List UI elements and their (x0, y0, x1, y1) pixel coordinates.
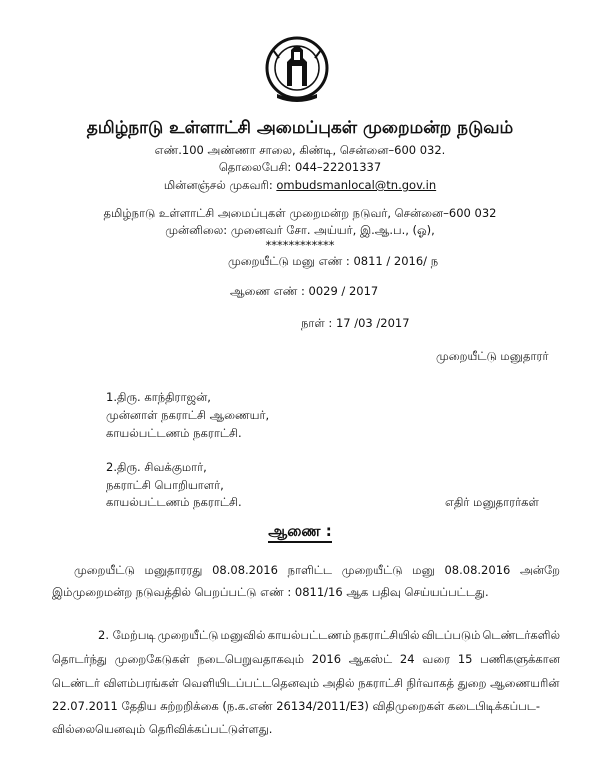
para2-line1: 2. மேற்படி முறையீட்டு மனுவில் காயல்பட்டணம் நகராட்சியில் விடப்படும் டெண்டர்களில் (98, 628, 560, 642)
office-email-line (0, 178, 600, 194)
respondent2-designation: நகராட்சி பொறியாளர், (106, 478, 224, 492)
petitioner-label: முறையீட்டு மனுதாரர் (436, 349, 549, 363)
para2-line3: டெண்டர் விளம்பரங்கள் வெளியிடப்பட்டதெனவும் அதில் நகராட்சி நிர்வாகத் துறை ஆணையரின் (52, 676, 560, 690)
court-title: தமிழ்நாடு உள்ளாட்சி அமைப்புகள் முறைமன்ற நடுவர், சென்னை–600 032 (103, 206, 497, 220)
respondent1-name: 1.திரு. காந்திராஜன், (106, 390, 211, 404)
para2-line4: 22.07.2011 தேதிய சுற்றறிக்கை (ந.க.எண் 26134/2011/E3) விதிமுறைகள் கடைபிடிக்கப்பட- (52, 699, 541, 713)
para1-line2: இம்முறைமன்ற நடுவத்தில் பெறப்பட்டு எண் : 0811/16 ஆக பதிவு செய்யப்பட்டது. (52, 585, 489, 599)
email-label: மின்னஞ்சல் முகவரி: (163, 178, 277, 192)
respondent1-office: காயல்பட்டணம் நகராட்சி. (106, 426, 242, 440)
para1-line1: முறையீட்டு மனுதாரரது 08.08.2016 நாளிட்ட முறையீட்டு மனு 08.08.2016 அன்றே (74, 563, 560, 577)
respondent2-office: காயல்பட்டணம் நகராட்சி. (106, 495, 242, 509)
order-number: ஆணை எண் : 0029 / 2017 (230, 284, 379, 298)
office-address: எண்.100 அண்ணா சாலை, கிண்டி, சென்னை–600 032. (154, 143, 446, 157)
para2-line5: வில்லையெனவும் தெரிவிக்கப்பட்டுள்ளது. (52, 722, 273, 736)
para2-line2: தொடர்ந்து முறைகேடுகள் நடைபெறுவதாகவும் 2016 ஆகஸ்ட் 24 வரை 15 பணிகளுக்கான (52, 652, 560, 666)
email-link[interactable]: ombudsmanlocal@tn.gov.in (276, 178, 437, 192)
court-presiding: முன்னிலை: முனைவர் சோ. அய்யர், இ.ஆ.ப., (ஓ), (165, 223, 435, 237)
order-heading: ஆணை : (0, 522, 600, 542)
order-date: நாள் : 17 /03 /2017 (301, 316, 410, 330)
court-separator: ************ (265, 238, 335, 252)
tamil-nadu-emblem (265, 36, 329, 106)
org-title: தமிழ்நாடு உள்ளாட்சி அமைப்புகள் முறைமன்ற நடுவம் (86, 118, 514, 138)
petition-number: முறையீட்டு மனு எண் : 0811 / 2016/ ந (228, 254, 439, 268)
office-phone: தொலைபேசி: 044–22201337 (218, 160, 382, 174)
respondent1-designation: முன்னாள் நகராட்சி ஆணையர், (106, 408, 270, 422)
respondent2-name: 2.திரு. சிவக்குமார், (106, 460, 207, 474)
respondents-label: எதிர் மனுதாரர்கள் (445, 495, 539, 509)
